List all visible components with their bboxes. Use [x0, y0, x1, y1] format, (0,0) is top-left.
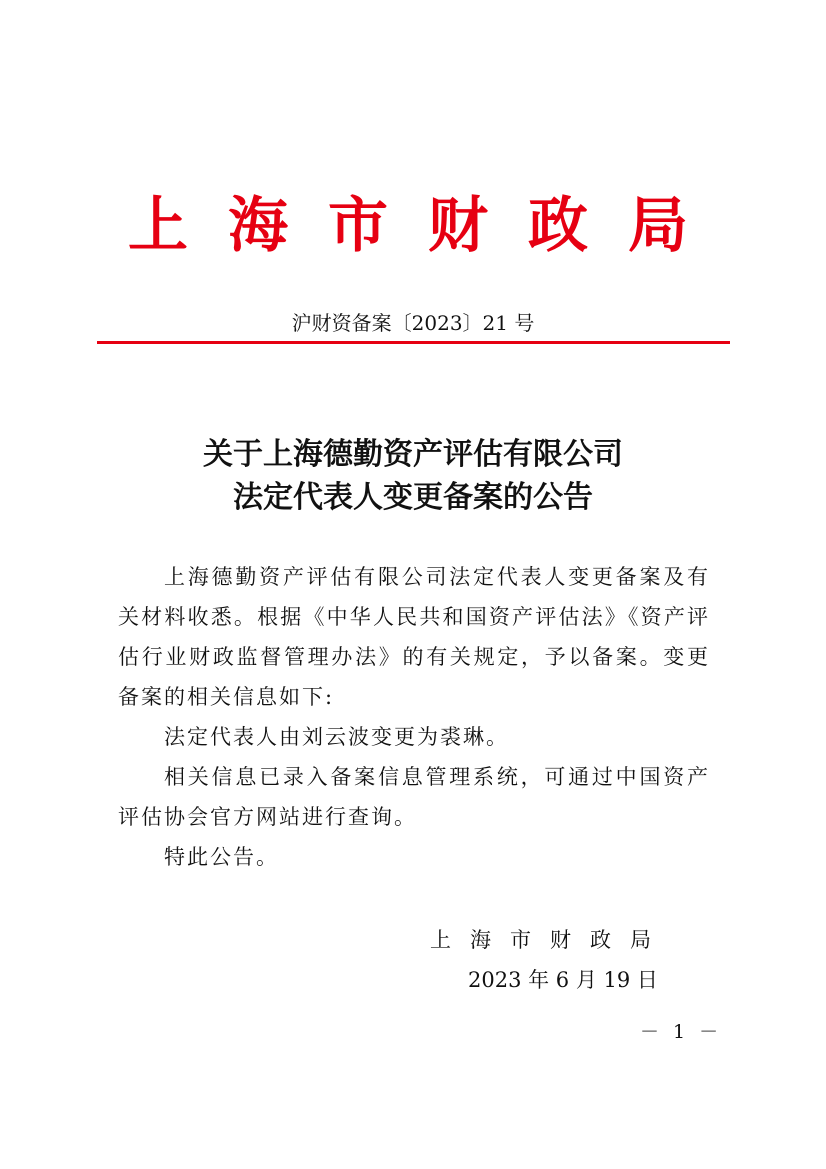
page-number: － 1 － [640, 1021, 723, 1043]
notice-title-line-1: 关于上海德勤资产评估有限公司 [203, 437, 623, 472]
signature-org: 上海市财政局 [430, 928, 670, 952]
body-paragraph-2: 法定代表人由刘云波变更为裘琳。 [164, 725, 509, 749]
notice-body [118, 557, 710, 877]
signature-date: 2023 年 6 月 19 日 [468, 968, 658, 992]
red-divider-line [97, 341, 730, 344]
notice-title-line-2: 法定代表人变更备案的公告 [233, 480, 593, 515]
issuing-org-title: 上海市财政局 [128, 191, 728, 261]
notice-title [0, 433, 826, 519]
body-paragraph-3: 相关信息已录入备案信息管理系统，可通过中国资产评估协会官方网站进行查询。 [118, 765, 710, 829]
body-paragraph-1: 上海德勤资产评估有限公司法定代表人变更备案及有关材料收悉。根据《中华人民共和国资产评估法》《资产评估行业财政监督管理办法》的有关规定，予以备案。变更备案的相关信息如下: [118, 565, 710, 709]
body-paragraph-4: 特此公告。 [164, 845, 279, 869]
document-number: 沪财资备案〔2023〕21 号 [291, 311, 535, 335]
